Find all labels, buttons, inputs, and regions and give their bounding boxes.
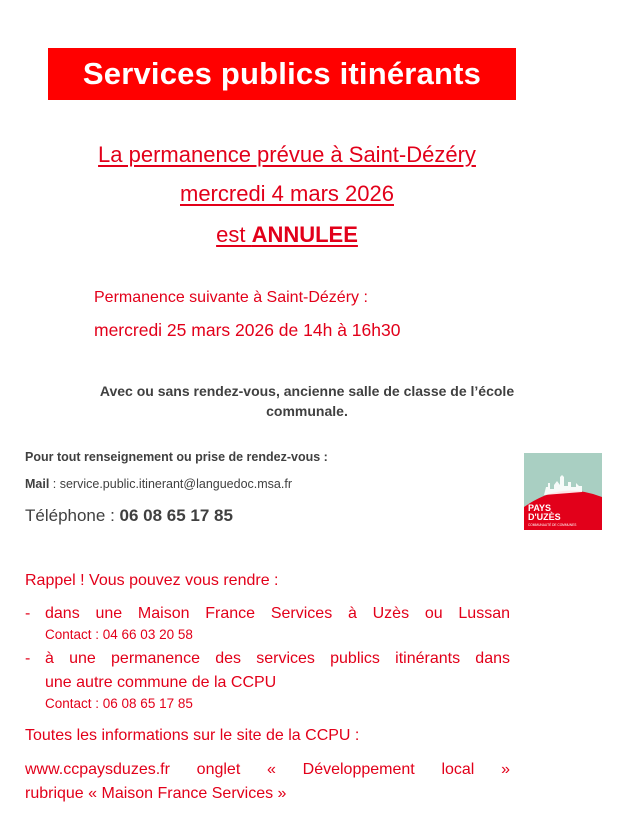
page-title: Services publics itinérants [82,56,482,91]
location-line-1: Avec ou sans rendez-vous, ancienne salle de classe de l’école [99,383,515,399]
mail-label: Mail [25,477,50,491]
mail-value: : service.public.itinerant@languedoc.msa.fr [49,477,292,491]
reminder-item-2 [25,648,510,670]
cancellation-date: mercredi 4 mars 2026 [180,181,394,206]
location-line-2: communale. [266,403,348,419]
reminder-item-2-line2 [45,672,345,694]
next-session-label: Permanence suivante à Saint-Dézéry : [94,289,368,306]
phone-number: 06 08 65 17 85 [119,506,233,525]
footer-heading: Toutes les informations sur le site de la CCPU : [25,727,360,744]
page-title-banner [48,48,516,100]
info-intro [25,450,328,464]
info-phone [25,506,233,526]
next-session-datetime: mercredi 25 mars 2026 de 14h à 16h30 [94,320,401,340]
reminder-item-1 [25,603,510,625]
pays-uzes-logo-graphic [524,453,602,530]
bullet-dash: - [25,650,31,667]
bullet-dash: - [25,605,31,622]
footer-rubric-line: rubrique « Maison France Services » [25,785,287,802]
footer-site-line: www.ccpaysduzes.fr onglet « Développement local » [25,761,510,778]
phone-label: Téléphone : [25,506,120,525]
info-mail [25,477,292,491]
logo-text-2: D'UZÈS [528,512,561,522]
cancellation-status [0,222,574,248]
reminder-item-2-text-2: une autre commune de la CCPU [45,674,277,691]
pays-uzes-logo [524,453,602,530]
cancellation-line-1: La permanence prévue à Saint-Dézéry [98,142,476,167]
reminder-item-2-contact: Contact : 06 08 65 17 85 [45,696,193,711]
cancellation-status-word: ANNULEE [251,222,358,247]
cancellation-status-prefix: est [216,222,252,247]
reminder-heading: Rappel ! Vous pouvez vous rendre : [25,572,279,589]
reminder-item-1-text: dans une Maison France Services à Uzès ou Lussan [45,605,510,622]
reminder-item-1-contact: Contact : 04 66 03 20 58 [45,627,193,642]
logo-text-1: PAYS [528,503,552,513]
reminder-item-2-text: à une permanence des services publics itinérants dans [45,650,510,667]
logo-subtitle: COMMUNAUTÉ DE COMMUNES [528,523,577,527]
info-intro-text: Pour tout renseignement ou prise de rendez-vous : [25,450,328,464]
